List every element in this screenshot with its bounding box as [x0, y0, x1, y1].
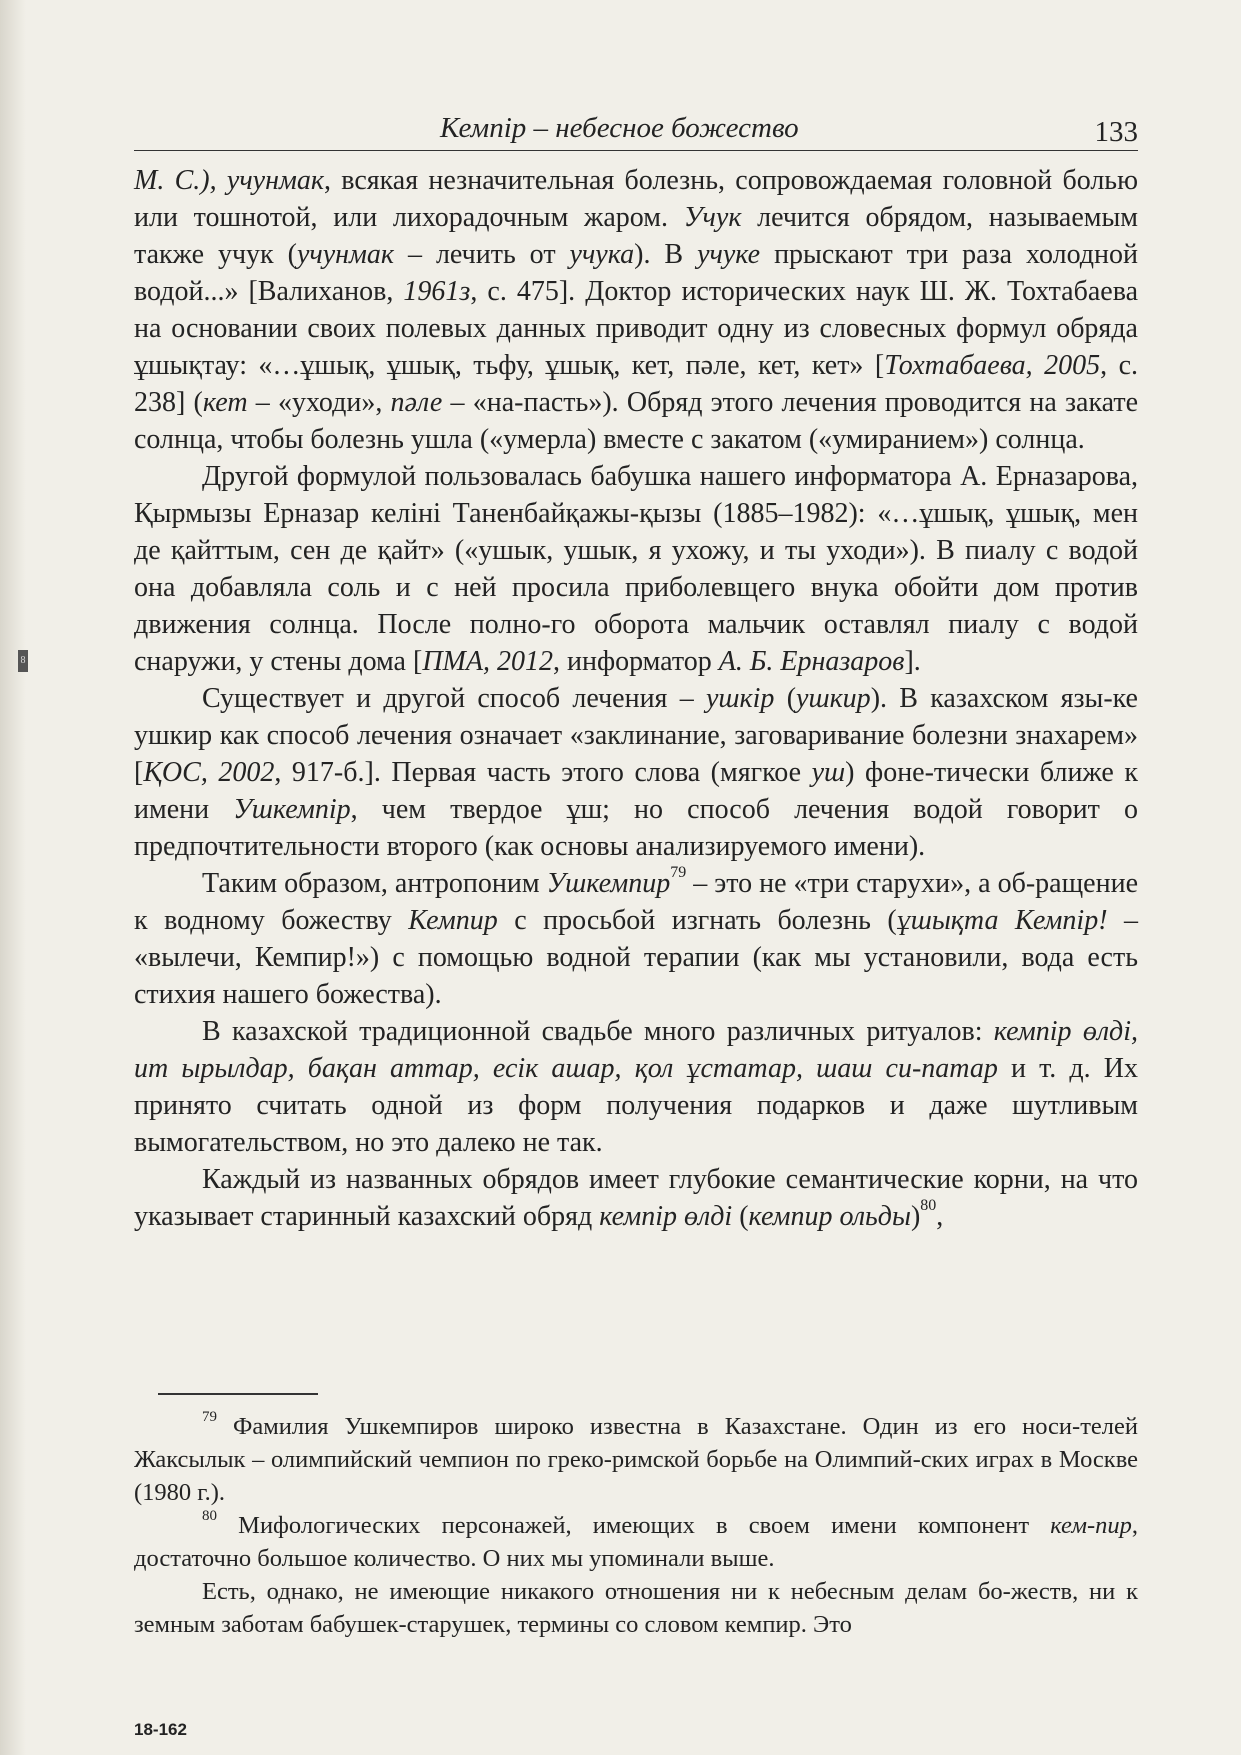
- text-span: Тохтабаева, 2005: [884, 350, 1101, 381]
- text-span: , 917-б.]. Первая часть этого слова (мягкое: [274, 757, 812, 788]
- text-span: ].: [904, 646, 921, 677]
- footnotes: [134, 1410, 1138, 1641]
- footnote-ref-79: 79: [670, 864, 687, 881]
- text-span: , информатор: [552, 646, 719, 677]
- text-span: ). В: [634, 239, 698, 270]
- text-span: Ушкемпир: [546, 868, 671, 899]
- margin-tab-mark: 8: [18, 650, 28, 672]
- text-span: прыскают три раза холодной водой...» [Валиханов,: [134, 239, 1138, 307]
- footnote-ref-80: 80: [920, 1197, 937, 1214]
- text-span: Таким образом, антропоним: [202, 868, 547, 899]
- footnote-number: 79: [202, 1409, 217, 1425]
- text-span: ұшықта Кемпір!: [896, 905, 1108, 936]
- text-span: Учук: [683, 202, 742, 233]
- text-span: , всякая незначительная болезнь, сопровождаемая головной болью или тошнотой, или лихорадочным жаром.: [134, 165, 1138, 233]
- text-span: М. С.), учунмак: [134, 165, 324, 196]
- printer-signature: 18-162: [134, 1720, 187, 1739]
- text-span: – «вылечи, Кемпир!») с помощью водной терапии (как мы установили, вода есть стихия нашего божества).: [134, 905, 1139, 1010]
- footnote-separator: [158, 1393, 318, 1395]
- text-span: , чем твердое ұш; но способ лечения водой говорит о предпочтительности второго (как основы анализируемого имени).: [134, 794, 1138, 862]
- footnote-80: [134, 1509, 1138, 1575]
- text-span: ,: [936, 1201, 944, 1232]
- text-span: с просьбой изгнать болезнь (: [497, 905, 897, 936]
- paragraph-6: [134, 1161, 1138, 1235]
- page-header: [134, 108, 1138, 151]
- text-span: Мифологических персонажей, имеющих в своем имени компонент: [217, 1512, 1051, 1539]
- text-span: Существует и другой способ лечения –: [202, 683, 706, 714]
- footnote-number: 80: [202, 1508, 217, 1524]
- text-span: (: [732, 1201, 749, 1232]
- text-span: , достаточно большое количество. О них мы упоминали выше.: [134, 1512, 1138, 1572]
- page-number: 133: [1094, 116, 1138, 148]
- text-span: кемпір өлді: [599, 1201, 733, 1232]
- text-span: уш: [811, 757, 846, 788]
- text-span: – «уходи»,: [247, 387, 391, 418]
- text-span: Кемпир: [408, 905, 498, 936]
- page-gutter-shadow: [0, 0, 26, 1755]
- paragraph-2: [134, 458, 1138, 680]
- paragraph-5: [134, 1013, 1138, 1161]
- text-span: ). В казахском язы-ке ушкир как способ лечения означает «заклинание, заговаривание болезни знахарем» [: [134, 683, 1138, 788]
- text-span: кемпір өлді, ит ырылдар, бақан аттар, есік ашар, қол ұстатар, шаш си-патар: [134, 1016, 1138, 1084]
- text-span: лечится обрядом, называемым также учук (: [134, 202, 1138, 270]
- text-span: ПМА, 2012: [422, 646, 553, 677]
- text-span: , с. 238] (: [134, 350, 1138, 418]
- text-span: – «на-пасть»). Обряд этого лечения проводится на закате солнца, чтобы болезнь ушла («умерла) вместе с закатом («умиранием») солнца.: [134, 387, 1138, 455]
- text-span: учука: [569, 239, 635, 270]
- text-span: учунмак: [296, 239, 395, 270]
- footnote-79: [134, 1410, 1138, 1509]
- main-text: [134, 162, 1138, 1235]
- text-span: (: [774, 683, 797, 714]
- text-span: ): [910, 1201, 921, 1232]
- text-span: пәле: [390, 387, 443, 418]
- text-span: Каждый из названных обрядов имеет глубокие семантические корни, на что указывает старинный казахский обряд: [134, 1164, 1138, 1232]
- text-span: ушкир: [796, 683, 871, 714]
- text-span: ушкір: [705, 683, 775, 714]
- text-span: А. Б. Ерназаров: [718, 646, 905, 677]
- paragraph-3: [134, 680, 1138, 865]
- text-span: Фамилия Ушкемпиров широко известна в Казахстане. Один из его носи-телей Жаксылык – олимпийский чемпион по греко-римской борьбе на Олимпий-ских играх в Москве (1980 г.).: [134, 1413, 1138, 1506]
- text-span: Другой формулой пользовалась бабушка нашего информатора А. Ерназарова, Қырмызы Ерназар келіні Таненбайқажы-қызы (1885–1982): «…ұшық, ұшық, мен де қайттым, сен де қайт» («ушык, ушык, я ухожу, и ты уходи»). В пиалу с водой она добавляла соль и с ней просила приболевщего внука обойти дом против движения солнца. После полно-го оборота мальчик оставлял пиалу с водой снаружи, у стены дома [: [134, 461, 1138, 677]
- footnote-80-continuation: Есть, однако, не имеющие никакого отношения ни к небесным делам бо-жеств, ни к земным заботам бабушек-старушек, термины со словом кемпир. Это: [134, 1578, 1138, 1638]
- text-span: учуке: [697, 239, 761, 270]
- paragraph-4: [134, 865, 1138, 1013]
- running-head: Кемпір – небесное божество: [440, 112, 799, 144]
- text-span: кет: [202, 387, 248, 418]
- text-span: 1961з: [403, 276, 471, 307]
- paragraph-1: [134, 162, 1138, 458]
- text-span: В казахской традиционной свадьбе много различных ритуалов:: [202, 1016, 994, 1047]
- text-span: , с. 475]. Доктор исторических наук Ш. Ж. Тохтабаева на основании своих полевых данных приводит одну из словесных формул обряда ұшықтау: «…ұшық, ұшық, тьфу, ұшық, кет, пәле, кет, кет» [: [134, 276, 1138, 381]
- text-span: ҚОС, 2002: [143, 757, 275, 788]
- text-span: Ушкемпір: [233, 794, 351, 825]
- text-span: ) фоне-тически ближе к имени: [134, 757, 1138, 825]
- text-span: и т. д. Их принято считать одной из форм получения подарков и даже шутливым вымогательством, но это далеко не так.: [134, 1053, 1138, 1158]
- text-span: кемпир ольды: [748, 1201, 911, 1232]
- text-span: – лечить от: [394, 239, 570, 270]
- text-span: кем-пир: [1050, 1512, 1132, 1539]
- text-span: – это не «три старухи», а об-ращение к водному божеству: [134, 868, 1138, 936]
